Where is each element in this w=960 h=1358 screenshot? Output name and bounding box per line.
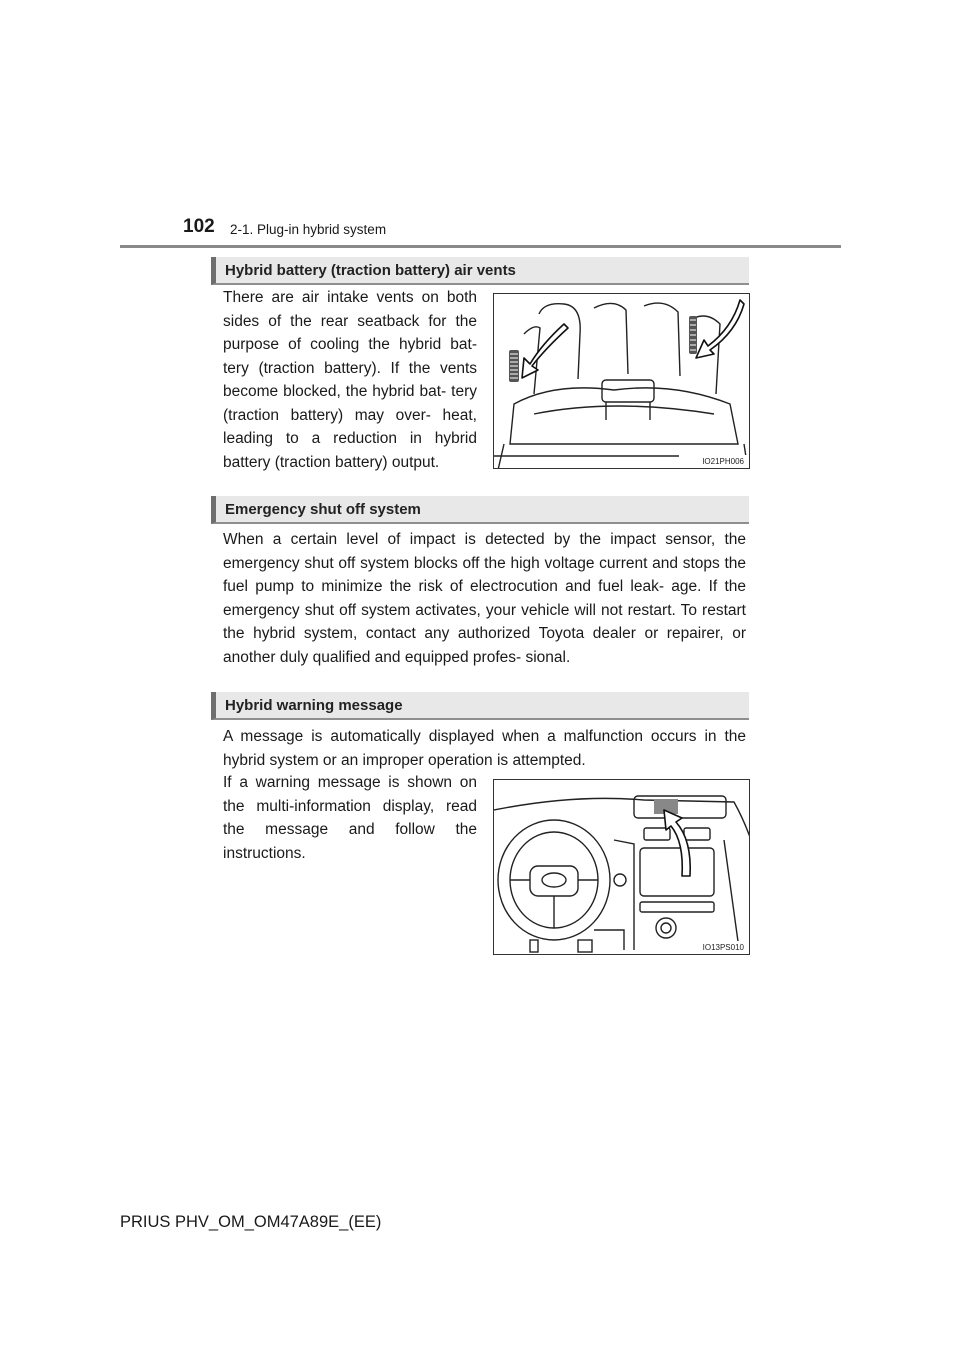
air-vents-paragraph: There are air intake vents on both sides of the rear seatback for the purpose of cooling the hybrid bat- tery (traction battery). If the vents become blocked, the hybrid bat- tery (traction battery) may over- heat, leading to a reduction in hybrid battery (traction battery) output.	[223, 289, 477, 471]
chapter-title: 2-1. Plug-in hybrid system	[230, 222, 387, 237]
rear-seat-drawing	[494, 294, 750, 469]
section-heading-air-vents	[211, 257, 749, 285]
section-heading-text: Emergency shut off system	[225, 501, 421, 518]
warning-message-instructions: If a warning message is shown on the multi-information display, read the message and follow the instructions.	[223, 774, 477, 862]
multi-information-display-illustration	[493, 779, 750, 955]
section-heading-text: Hybrid battery (traction battery) air vents	[225, 262, 516, 279]
dashboard-drawing	[494, 780, 750, 955]
figure-code: IO21PH006	[702, 457, 744, 466]
hybrid-warning-paragraph: A message is automatically displayed when a malfunction occurs in the hybrid system or an improper operation is attempted.	[223, 728, 746, 769]
rear-seat-air-vents-illustration	[493, 293, 750, 469]
figure-code: IO13PS010	[702, 943, 744, 952]
document-footer: PRIUS PHV_OM_OM47A89E_(EE)	[120, 1213, 382, 1231]
section-heading-text: Hybrid warning message	[225, 697, 403, 714]
header-rule	[120, 245, 841, 248]
page-number: 102	[183, 216, 215, 237]
section-heading-emergency-shut-off	[211, 496, 749, 524]
section-heading-hybrid-warning	[211, 692, 749, 720]
emergency-shut-off-paragraph: When a certain level of impact is detected by the impact sensor, the emergency shut off system blocks off the high voltage current and stops the fuel pump to minimize the risk of electrocution and fuel leak- age. If the emergency shut off system activates, your vehicle will not restart. To restart the hybrid system, contact any authorized Toyota dealer or repairer, or another duly qualified and equipped profes- sional.	[223, 531, 746, 666]
